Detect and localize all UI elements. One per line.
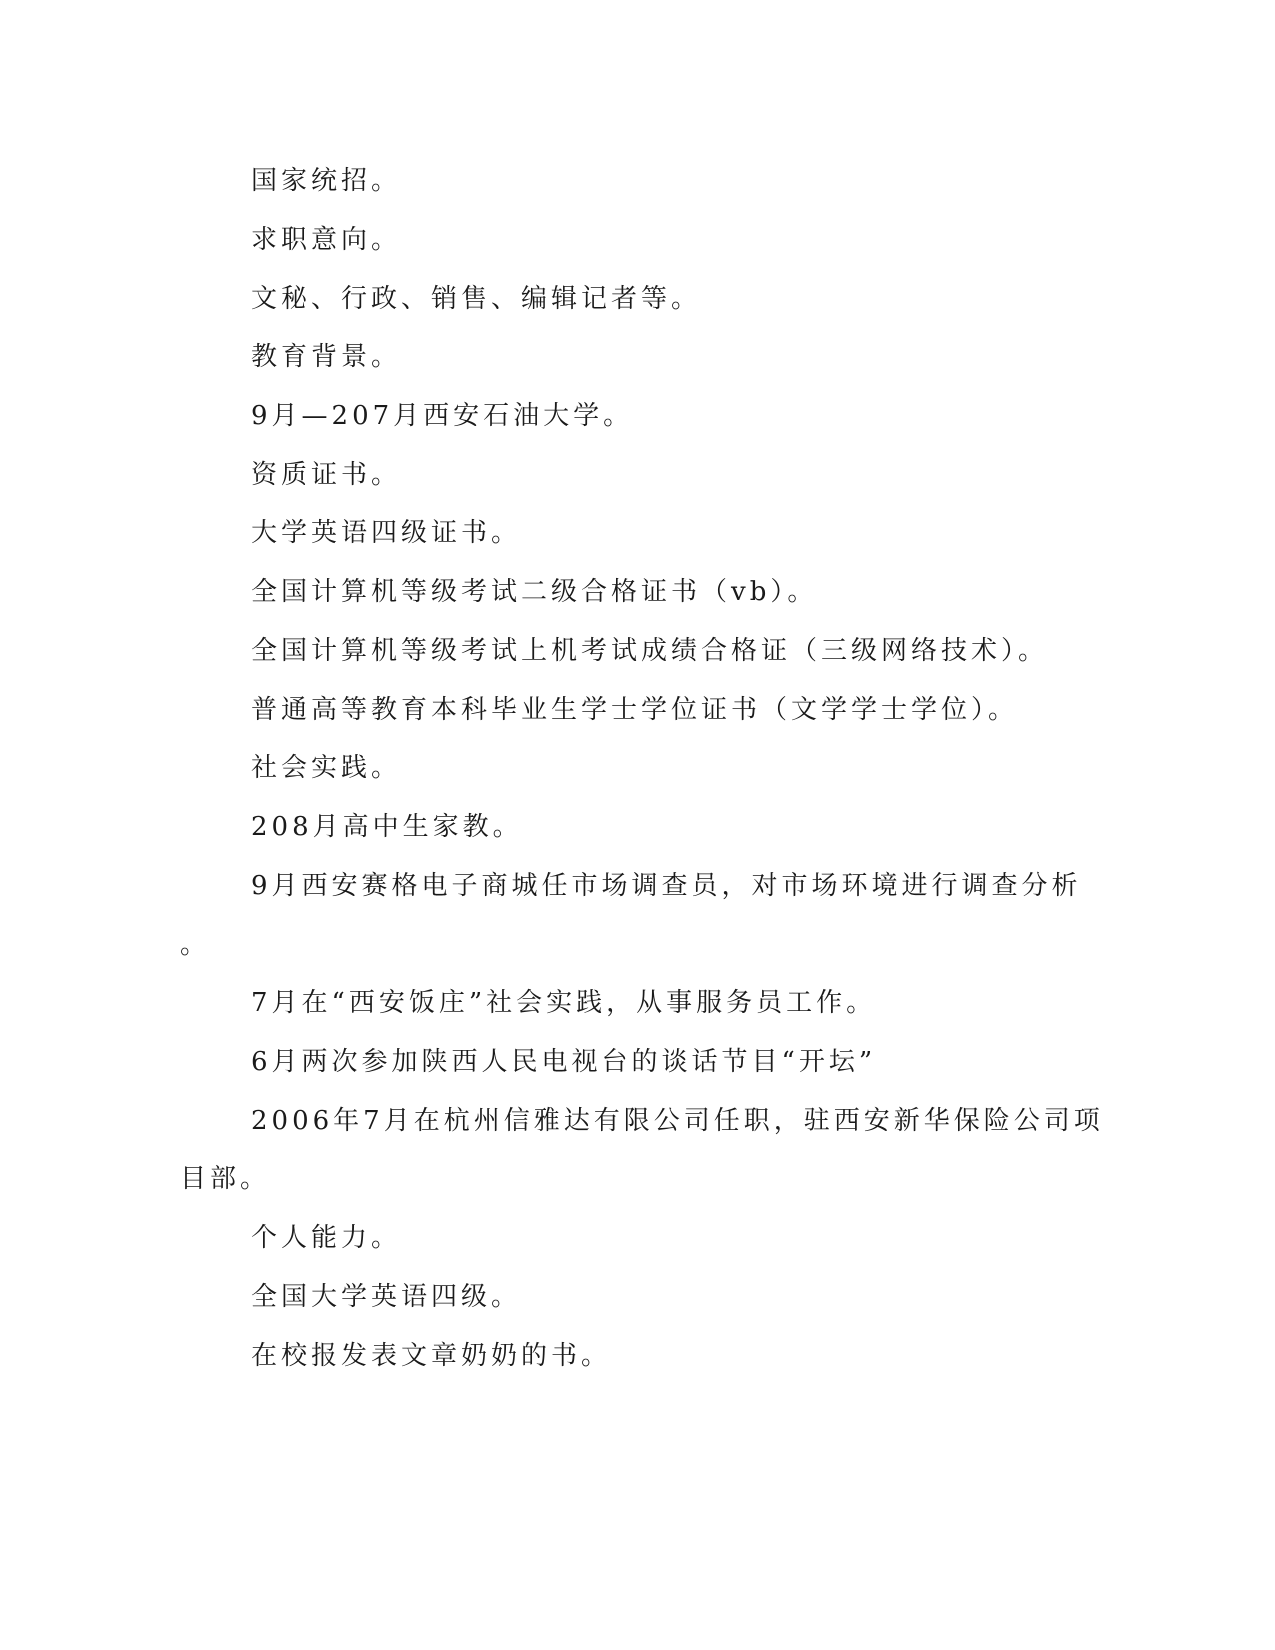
heading-social-practice: 社会实践。 — [251, 753, 402, 783]
line-school-newspaper: 在校报发表文章奶奶的书。 — [251, 1341, 612, 1371]
line-job-targets: 文秘、行政、销售、编辑记者等。 — [251, 284, 702, 314]
line-computer-level2: 全国计算机等级考试二级合格证书（vb）。 — [251, 577, 818, 607]
line-tutor: 208月高中生家教。 — [251, 812, 523, 842]
line-cet4-certificate: 大学英语四级证书。 — [251, 518, 522, 548]
heading-certificates: 资质证书。 — [251, 460, 402, 490]
line-tv-program: 6月两次参加陕西人民电视台的谈话节目“开坛” — [251, 1047, 877, 1077]
heading-job-intention: 求职意向。 — [251, 225, 402, 255]
line-bachelor-degree: 普通高等教育本科毕业生学士学位证书（文学学士学位）。 — [251, 695, 1019, 725]
line-company-job: 2006年7月在杭州信雅达有限公司任职，驻西安新华保险公司项 — [251, 1106, 1104, 1136]
line-company-job-continued: 目部。 — [180, 1164, 271, 1194]
line-market-researcher: 9月西安赛格电子商城任市场调查员，对市场环境进行调查分析 — [251, 871, 1082, 901]
heading-education: 教育背景。 — [251, 342, 402, 372]
heading-personal-ability: 个人能力。 — [251, 1223, 402, 1253]
line-national-enrollment: 国家统招。 — [251, 166, 402, 196]
line-cet4: 全国大学英语四级。 — [251, 1282, 522, 1312]
line-computer-level3: 全国计算机等级考试上机考试成绩合格证（三级网络技术）。 — [251, 636, 1049, 666]
line-market-researcher-continued: 。 — [180, 930, 211, 960]
line-restaurant-practice: 7月在“西安饭庄”社会实践，从事服务员工作。 — [251, 988, 877, 1018]
line-university: 9月—207月西安石油大学。 — [251, 401, 634, 431]
